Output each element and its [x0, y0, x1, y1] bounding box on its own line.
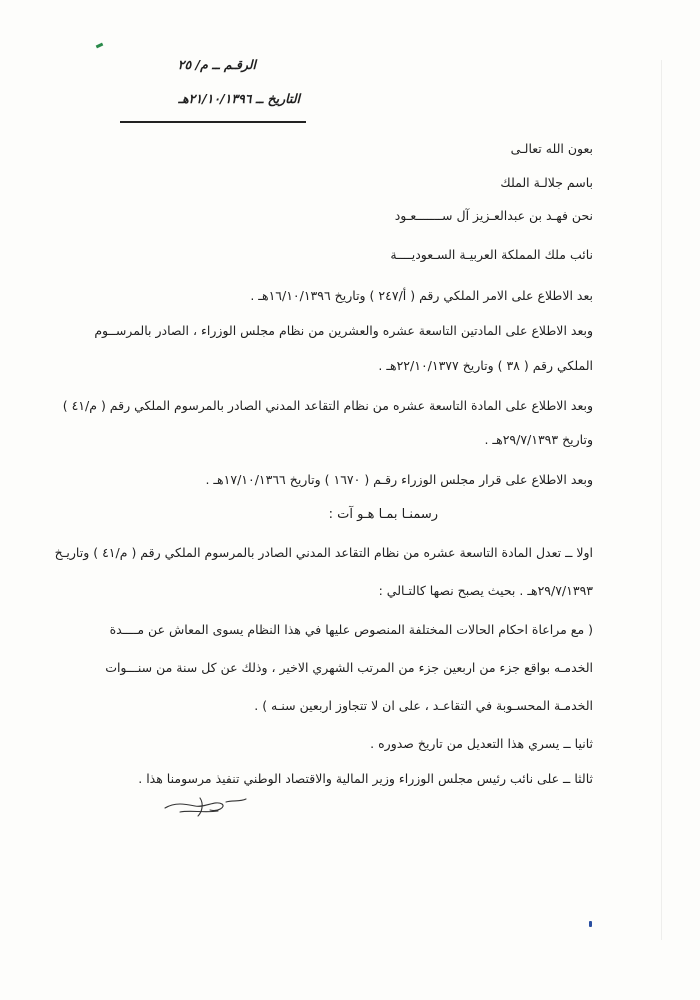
quoted-text-c: الخدمـة المحسـوبة في التقاعـد ، على ان لا تتجاوز اربعين سنـه ) .	[254, 698, 593, 713]
recital-4: وبعد الاطلاع على قرار مجلس الوزراء رقـم ( ١٦٧٠ ) وتاريخ ١٧/١٠/١٣٦٦هـ .	[205, 472, 593, 487]
recital-2b: الملكي رقم ( ٣٨ ) وتاريخ ٢٢/١٠/١٣٧٧هـ .	[378, 358, 593, 373]
recital-3b: وتاريخ ٢٩/٧/١٣٩٣هـ .	[484, 432, 593, 447]
scan-mark	[96, 43, 104, 49]
issuer: نحن فهـد بن عبدالعـزيز آل ســـــــعـود	[394, 208, 593, 223]
article-third: ثالثا ــ على نائب رئيس مجلس الوزراء وزير المالية والاقتصاد الوطني تنفيذ مرسومنا هذا .	[138, 771, 593, 786]
in-name-of: باسم جلالـة الملك	[500, 175, 593, 190]
article-first-a: اولا ــ تعدل المادة التاسعة عشره من نظام التقاعد المدني الصادر بالمرسوم الملكي رقم ( م/٤١ ) وتاريـخ	[54, 545, 593, 560]
article-second: ثانيا ــ يسري هذا التعديل من تاريخ صدوره .	[370, 736, 593, 751]
recital-1: بعد الاطلاع على الامر الملكي رقم ( أ/٢٤٧ ) وتاريخ ١٦/١٠/١٣٩٦هـ .	[250, 288, 593, 303]
recital-3a: وبعد الاطلاع على المادة التاسعة عشره من نظام التقاعد المدني الصادر بالمرسوم الملكي رقم ( م/٤١ )	[62, 398, 593, 413]
header-separator	[120, 121, 306, 123]
recital-2a: وبعد الاطلاع على المادتين التاسعة عشره والعشرين من نظام مجلس الوزراء ، الصادر بالمرســوم	[94, 323, 593, 338]
scan-mark	[589, 921, 592, 927]
article-first-b: ٢٩/٧/١٣٩٣هـ . بحيث يصبح نصها كالتـالي :	[378, 583, 593, 598]
quoted-text-a: ( مع مراعاة احكام الحالات المختلفة المنصوص عليها في هذا النظام يسوى المعاش عن مــــدة	[109, 622, 593, 637]
quoted-text-b: الخدمـه بواقع جزء من اربعين جزء من المرتب الشهري الاخير ، وذلك عن كل سنة من سنـــوات	[105, 660, 593, 675]
signature-icon	[160, 790, 250, 820]
decree-heading: رسمنـا بمـا هـو آت :	[328, 507, 438, 522]
invocation: بعون الله تعالـى	[510, 141, 593, 156]
document-date: التاريخ ــ ٢١/١٠/١٣٩٦هـ	[178, 91, 300, 106]
scan-edge	[661, 60, 662, 940]
issuer-title: نائب ملك المملكة العربيـة السـعوديــــة	[390, 247, 593, 262]
reference-number: الرقـم ــ م/ ٢٥	[177, 57, 256, 72]
